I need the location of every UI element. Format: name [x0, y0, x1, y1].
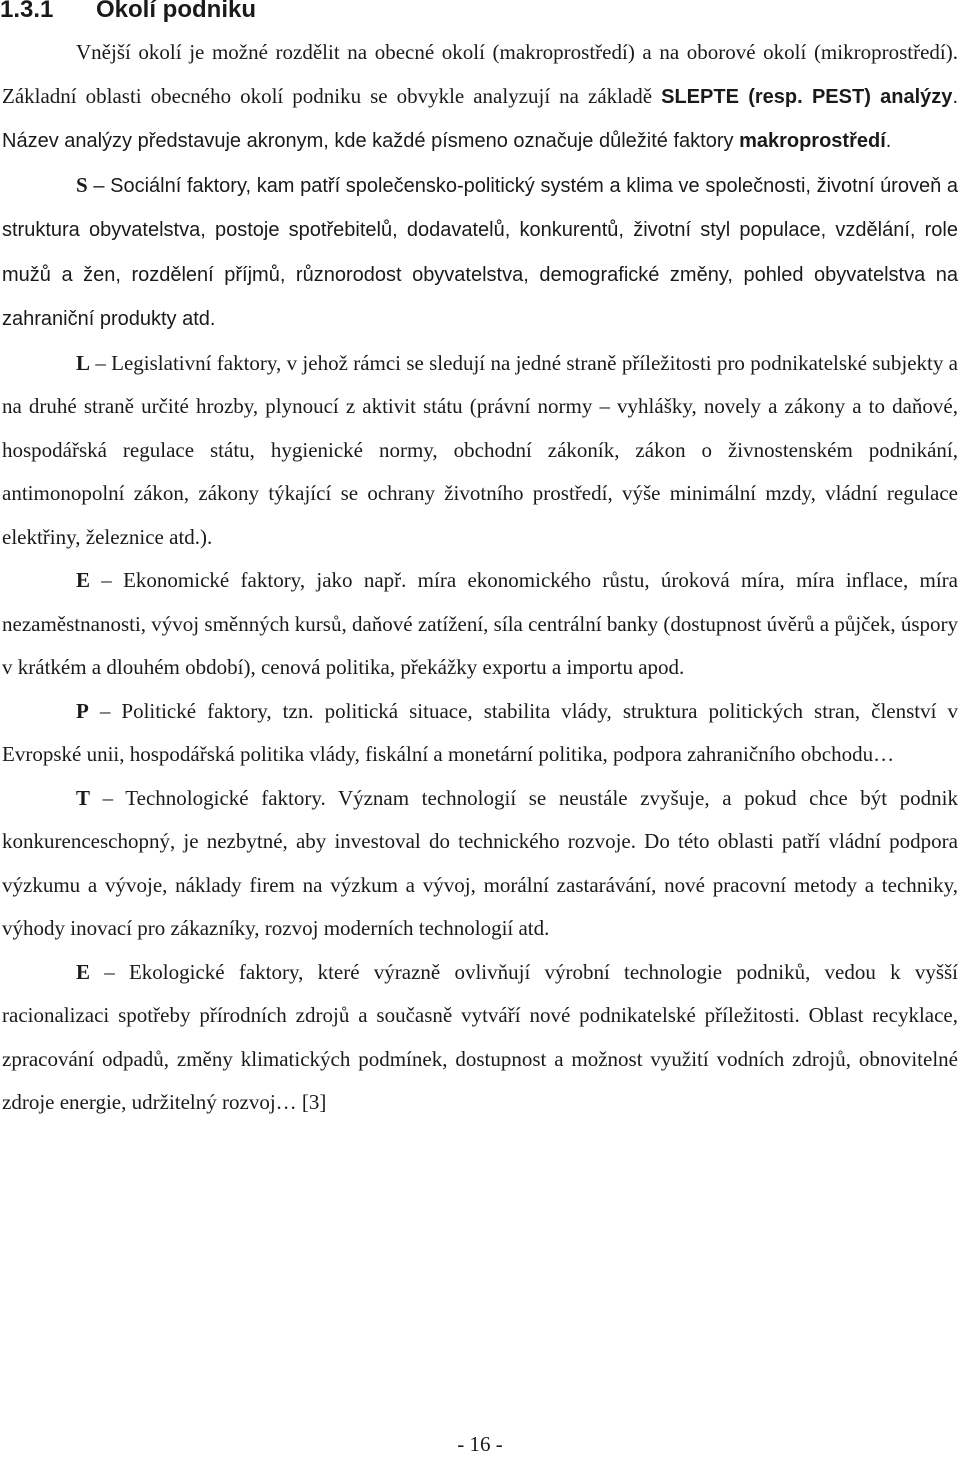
factor-text: – Sociální faktory, kam patří společensko-politický systém a klima ve společnosti, životní úroveň a struktura obyvatelstva, postoje spotřebitelů, dodavatelů, konkurentů, životní styl populace, vzdělání, role mužů a žen, rozdělení příjmů, různorodost obyvatelstva, demografické změny, pohled obyvatelstva na zahraniční produkty atd.	[2, 174, 958, 330]
factor-social	[2, 164, 958, 342]
factor-text: – Technologické faktory. Význam technologií se neustále zvyšuje, a pokud chce být podnik konkurenceschopný, je nezbytné, aby investoval do technického rozvoje. Do této oblasti patří vládní podpora výzkumu a vývoje, náklady firem na výzkum a vývoj, morální zastarávání, nové pracovní metody a techniky, výhody inovací pro zákazníky, rozvoj moderních technologií atd.	[2, 785, 958, 940]
factor-letter: P	[76, 698, 89, 723]
factor-economic	[2, 559, 958, 690]
factor-text: – Politické faktory, tzn. politická situace, stabilita vlády, struktura politických stran, členství v Evropské unii, hospodářská politika vlády, fiskální a monetární politika, podpora zahraničního obchodu…	[2, 698, 958, 766]
factor-letter: S	[76, 172, 88, 197]
factor-letter: L	[76, 350, 91, 375]
section-heading	[0, 0, 256, 28]
factor-text: – Ekologické faktory, které výrazně ovlivňují výrobní technologie podniků, vedou k vyšší racionalizaci spotřeby přírodních zdrojů a současně vytváří nové podnikatelské příležitosti. Oblast recyklace, zpracování odpadů, změny klimatických podmínek, dostupnost a možnost využití vodních zdrojů, obnovitelné zdroje energie, udržitelný rozvoj… [3]	[2, 959, 958, 1114]
page-number: - 16 -	[457, 1432, 503, 1456]
intro-text-2: . Název analýzy představuje akronym, kde každé písmeno označuje důležité faktory	[2, 85, 958, 152]
factor-letter: E	[76, 959, 91, 984]
factor-text: – Legislativní faktory, v jehož rámci se sledují na jedné straně příležitosti pro podnikatelské subjekty a na druhé straně určité hrozby, plynoucí z aktivit státu (právní normy – vyhlášky, novely a zákony a to daňové, hospodářská regulace státu, hygienické normy, obchodní zákoník, zákon o živnostenském podnikání, antimonopolní zákon, zákony týkající se ochrany životního prostředí, výše minimální mzdy, vládní regulace elektřiny, železnice atd.).	[2, 350, 958, 549]
intro-bold-term: SLEPTE (resp. PEST) analýzy	[661, 85, 953, 108]
document-body	[2, 31, 958, 1125]
intro-paragraph	[2, 31, 958, 164]
factor-letter: T	[76, 785, 91, 810]
factor-political	[2, 690, 958, 777]
section-title: Okolí podniku	[96, 0, 256, 23]
intro-text-3: .	[885, 130, 892, 152]
factor-technological	[2, 777, 958, 951]
section-number: 1.3.1	[0, 0, 54, 23]
factor-legislative	[2, 342, 958, 560]
factor-text: – Ekonomické faktory, jako např. míra ekonomického růstu, úroková míra, míra inflace, míra nezaměstnanosti, vývoj směnných kursů, daňové zatížení, síla centrální banky (dostupnost úvěrů a půjček, úspory v krátkém a dlouhém období), cenová politika, překážky exportu a importu apod.	[2, 568, 958, 679]
intro-bold-term-2: makroprostředí	[739, 130, 886, 152]
factor-ecological	[2, 951, 958, 1125]
factor-letter: E	[76, 568, 91, 592]
intro-text-1: Vnější okolí je možné rozdělit na obecné okolí (makroprostředí) a na oborové okolí (mikroprostředí). Základní oblasti obecného okolí podniku se obvykle analyzují na základě	[2, 40, 958, 108]
